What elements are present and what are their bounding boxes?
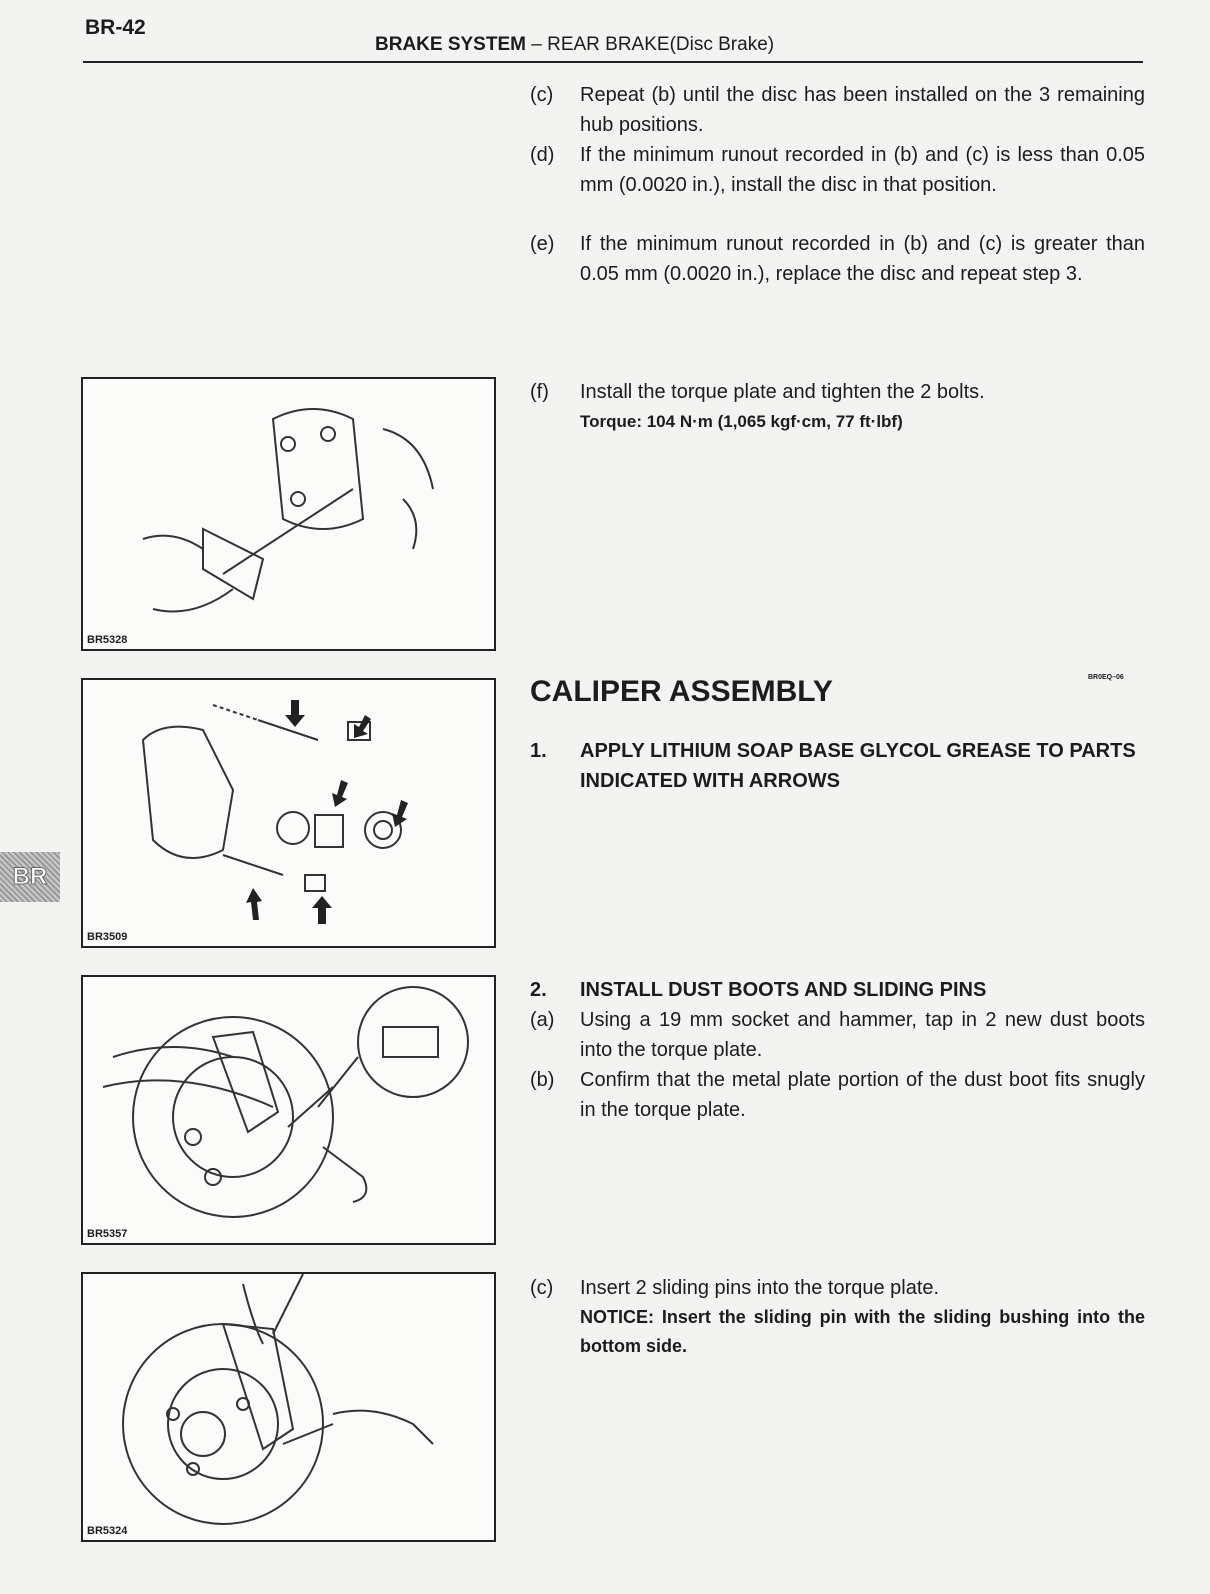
title-main: BRAKE SYSTEM <box>375 34 526 55</box>
section-tab-label: BR <box>12 863 48 890</box>
figure-torque-plate <box>81 377 496 651</box>
title-sub: REAR BRAKE(Disc Brake) <box>547 34 775 55</box>
step-e <box>530 229 1145 289</box>
step-1-heading <box>530 736 1145 796</box>
step-label: (a) <box>530 1009 555 1031</box>
step-number: 2. <box>530 979 547 1001</box>
section-tab-br <box>0 852 60 902</box>
header-rule <box>83 61 1143 63</box>
figure-code: BR5324 <box>87 1525 128 1537</box>
step-2-heading <box>530 975 1145 1005</box>
step-text: If the minimum runout recorded in (b) and (c) is greater than 0.05 mm (0.0020 in.), replace the disc and repeat step 3. <box>580 233 1145 285</box>
step-label: (f) <box>530 381 549 403</box>
page-title <box>375 34 774 56</box>
step-label: (c) <box>530 1277 554 1299</box>
step-title: APPLY LITHIUM SOAP BASE GLYCOL GREASE TO PARTS INDICATED WITH ARROWS <box>580 740 1136 792</box>
step-title: INSTALL DUST BOOTS AND SLIDING PINS <box>580 979 987 1001</box>
page-number: BR-42 <box>85 16 146 39</box>
figure-sliding-pins <box>81 1272 496 1542</box>
figure-code: BR5328 <box>87 634 128 646</box>
figure-code: BR3509 <box>87 931 128 943</box>
figure-code: BR5357 <box>87 1228 128 1240</box>
step-d <box>530 140 1145 200</box>
substep-b <box>530 1065 1145 1125</box>
sliding-pin-install-illustration <box>83 1274 494 1540</box>
section-code: BR0EQ–06 <box>1088 674 1124 681</box>
step-number: 1. <box>530 740 547 762</box>
title-sep: – <box>525 34 548 55</box>
step-text: Install the torque plate and tighten the 2 bolts. <box>580 381 985 403</box>
substep-a <box>530 1005 1145 1065</box>
substep-c <box>530 1273 1145 1361</box>
section-title: CALIPER ASSEMBLY <box>530 675 833 708</box>
dust-boot-install-illustration <box>83 977 494 1243</box>
step-label: (d) <box>530 144 555 166</box>
caliper-parts-illustration <box>83 680 494 946</box>
step-label: (e) <box>530 233 555 255</box>
figure-caliper-parts <box>81 678 496 948</box>
step-text: Repeat (b) until the disc has been installed on the 3 remaining hub positions. <box>580 84 1145 136</box>
step-f <box>530 377 1145 437</box>
step-text: If the minimum runout recorded in (b) and (c) is less than 0.05 mm (0.0020 in.), install the disc in that position. <box>580 144 1145 196</box>
step-label: (b) <box>530 1069 555 1091</box>
step-text: Using a 19 mm socket and hammer, tap in 2 new dust boots into the torque plate. <box>580 1009 1145 1061</box>
torque-spec: Torque: 104 N·m (1,065 kgf·cm, 77 ft·lbf) <box>580 412 903 431</box>
step-label: (c) <box>530 84 554 106</box>
torque-wrench-illustration <box>83 379 494 649</box>
figure-dust-boot <box>81 975 496 1245</box>
step-c <box>530 80 1145 140</box>
step-text: Insert 2 sliding pins into the torque plate. <box>580 1277 940 1299</box>
step-text: Confirm that the metal plate portion of the dust boot fits snugly in the torque plate. <box>580 1069 1145 1121</box>
notice-text: NOTICE: Insert the sliding pin with the sliding bushing into the bottom side. <box>580 1307 1145 1356</box>
